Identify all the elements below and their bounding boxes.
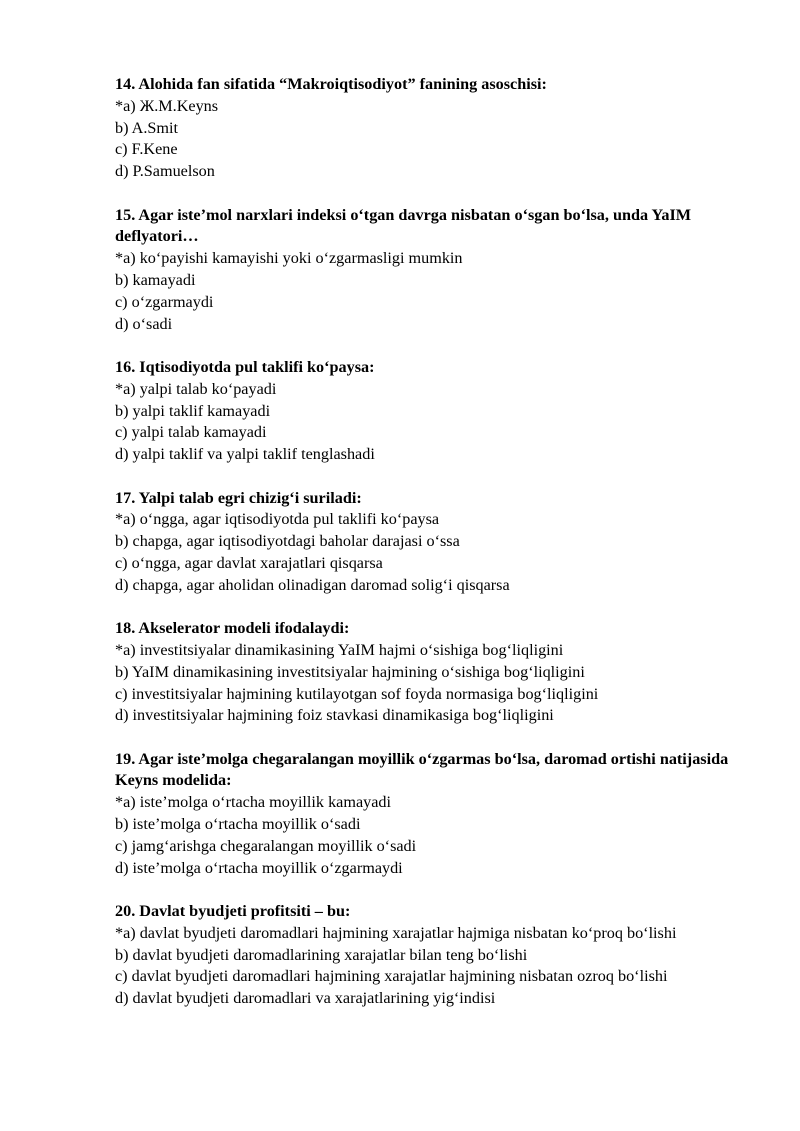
option-a: *a) ko‘payishi kamayishi yoki o‘zgarmasligi mumkin	[115, 249, 463, 268]
option-c: c) yalpi talab kamayadi	[115, 423, 267, 442]
option-a: *a) davlat byudjeti daromadlari hajmining xarajatlar hajmiga nisbatan ko‘proq bo‘lishi	[115, 923, 677, 942]
question-title: 16. Iqtisodiyotda pul taklifi ko‘paysa:	[115, 357, 375, 376]
option-a: *a) Ж.M.Keyns	[115, 96, 219, 115]
option-a: *a) investitsiyalar dinamikasining YaIM hajmi o‘sishiga bog‘liqligini	[115, 640, 564, 659]
option-c: c) o‘zgarmaydi	[115, 292, 214, 311]
question-19	[115, 749, 743, 880]
question-title: 15. Agar iste’mol narxlari indeksi o‘tgan davrga nisbatan o‘sgan bo‘lsa, unda YaIM deflyatori…	[115, 205, 692, 246]
option-b: b) iste’molga o‘rtacha moyillik o‘sadi	[115, 815, 361, 834]
option-d: d) chapga, agar aholidan olinadigan daromad solig‘i qisqarsa	[115, 575, 510, 594]
option-b: b) chapga, agar iqtisodiyotdagi baholar darajasi o‘ssa	[115, 532, 460, 551]
question-14	[115, 74, 743, 183]
option-a: *a) iste’molga o‘rtacha moyillik kamayadi	[115, 793, 391, 812]
question-title: 19. Agar iste’molga chegaralangan moyillik o‘zgarmas bo‘lsa, daromad ortishi natijasida Keyns modelida:	[115, 749, 729, 790]
question-15	[115, 205, 743, 336]
question-title: 18. Akselerator modeli ifodalaydi:	[115, 619, 350, 638]
option-d: d) investitsiyalar hajmining foiz stavkasi dinamikasiga bog‘liqligini	[115, 706, 554, 725]
option-d: d) davlat byudjeti daromadlari va xarajatlarining yig‘indisi	[115, 989, 496, 1008]
question-16	[115, 357, 743, 466]
option-c: c) jamg‘arishga chegaralangan moyillik o‘sadi	[115, 836, 417, 855]
question-18	[115, 618, 743, 727]
option-a: *a) o‘ngga, agar iqtisodiyotda pul taklifi ko‘paysa	[115, 510, 440, 529]
document-page	[115, 74, 743, 1032]
option-b: b) YaIM dinamikasining investitsiyalar hajmining o‘sishiga bog‘liqligini	[115, 662, 585, 681]
option-b: b) yalpi taklif kamayadi	[115, 401, 271, 420]
option-d: d) o‘sadi	[115, 314, 173, 333]
option-d: d) iste’molga o‘rtacha moyillik o‘zgarmaydi	[115, 858, 403, 877]
question-title: 17. Yalpi talab egri chizig‘i suriladi:	[115, 488, 362, 507]
question-title: 20. Davlat byudjeti profitsiti – bu:	[115, 902, 351, 921]
option-c: c) F.Kene	[115, 140, 178, 159]
question-17	[115, 488, 743, 597]
option-c: c) davlat byudjeti daromadlari hajmining xarajatlar hajmining nisbatan ozroq bo‘lishi	[115, 967, 668, 986]
option-c: c) investitsiyalar hajmining kutilayotgan sof foyda normasiga bog‘liqligini	[115, 684, 599, 703]
question-title: 14. Alohida fan sifatida “Makroiqtisodiyot” fanining asoschisi:	[115, 75, 547, 93]
option-b: b) kamayadi	[115, 270, 196, 289]
option-b: b) davlat byudjeti daromadlarining xarajatlar bilan teng bo‘lishi	[115, 945, 528, 964]
option-d: d) yalpi taklif va yalpi taklif tenglashadi	[115, 445, 375, 464]
option-b: b) A.Smit	[115, 118, 178, 137]
option-a: *a) yalpi talab ko‘payadi	[115, 379, 277, 398]
question-20	[115, 901, 743, 1010]
option-c: c) o‘ngga, agar davlat xarajatlari qisqarsa	[115, 553, 383, 572]
option-d: d) P.Samuelson	[115, 162, 215, 181]
